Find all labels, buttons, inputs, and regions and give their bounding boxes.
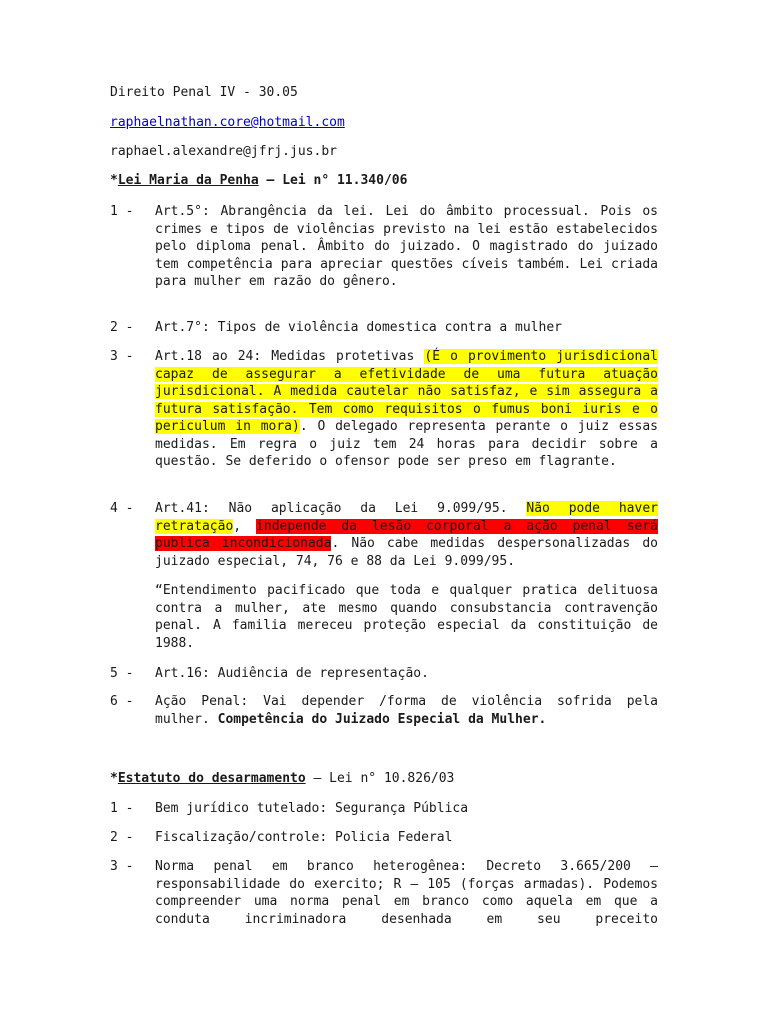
item-number: 1 - [110,204,134,219]
section-title: Lei Maria da Penha [117,173,259,188]
red-highlight: independe da lesão corporal a ação penal será publica incondicionada [155,518,658,551]
item-number: 2 - [110,320,134,335]
list-item-1 [110,203,658,291]
section-heading-estatuto: *Estatuto do desarmamento – Lei n° 10.826/03 [110,771,455,786]
email-link[interactable]: raphaelnathan.core@hotmail.com [110,115,345,130]
item-number: 5 - [110,666,134,681]
item-number: 3 - [110,349,134,364]
item-text: Bem jurídico tutelado: Segurança Pública [155,801,469,816]
document-title: Direito Penal IV - 30.05 [110,85,298,100]
item-text: Ação Penal: Vai depender /forma de violência sofrida pela mulher. Competência do Juizado Especial da Mulher. [155,694,658,727]
item-text: Fiscalização/controle: Policia Federal [155,830,453,845]
list-item-s2-1 [110,800,658,818]
email-plain: raphael.alexandre@jfrj.jus.br [110,144,337,159]
item-number: 1 - [110,801,134,816]
item-text: Art.16: Audiência de representação. [155,666,429,681]
list-item-5 [110,665,658,683]
email-link-row [110,114,345,132]
list-item-s2-2 [110,829,658,847]
list-item-4 [110,500,658,570]
list-item-2 [110,319,658,337]
bold-text: Competência do Juizado Especial da Mulher. [217,711,547,727]
list-item-3 [110,348,658,471]
item-number: 4 - [110,501,134,516]
quote-paragraph: “Entendimento pacificado que toda e qualquer pratica delituosa contra a mulher, ate mesmo quando consubstancia contravenção penal. A familia mereceu proteção especial da constituição de 1988. [155,583,658,651]
yellow-highlight: Não pode haver retratação [155,501,658,534]
item-text: Art.18 ao 24: Medidas protetivas (É o provimento jurisdicional capaz de assegurar a efetividade de uma futura atuação jurisdicional. A medida cautelar não satisfaz, e sim assegura a futura satisfação. Tem como requisitos o fumus boni iuris e o periculum in mora). O delegado representa perante o juiz essas medidas. Em regra o juiz tem 24 horas para decidir sobre a questão. Se deferido o ofensor pode ser preso em flagrante. [155,349,658,469]
item-number: 3 - [110,859,134,874]
list-item-6 [110,693,658,728]
section-heading-lei-maria-da-penha: *Lei Maria da Penha – Lei n° 11.340/06 [110,173,408,188]
item-text: Art.5°: Abrangência da lei. Lei do âmbito processual. Pois os crimes e tipos de violências previsto na lei estão estabelecidos pelo diploma penal. Âmbito do juizado. O magistrado do juizado tem competência para apreciar questões cíveis também. Lei criada para mulher em razão do gênero. [155,204,658,289]
item-text: Art.41: Não aplicação da Lei 9.099/95. Não pode haver retratação, independe da lesão corporal a ação penal será publica incondicionada. Não cabe medidas despersonalizadas do juizado especial, 74, 76 e 88 da Lei 9.099/95. [155,501,658,569]
yellow-highlight: (É o provimento jurisdicional capaz de assegurar a efetividade de uma futura atuação jurisdicional. A medida cautelar não satisfaz, e sim assegura a futura satisfação. Tem como requisitos o fumus boni iuris e o periculum in mora) [155,349,658,434]
item-text: Norma penal em branco heterogênea: Decreto 3.665/200 – responsabilidade do exercito; R – 105 (forças armadas). Podemos compreender uma norma penal em branco como aquela em que a conduta incriminadora desenhada em seu preceito [155,859,658,927]
item-text: Art.7°: Tipos de violência domestica contra a mulher [155,320,562,335]
item-number: 6 - [110,694,134,709]
section-title: Estatuto do desarmamento [117,771,306,786]
list-item-s2-3 [110,858,658,928]
item-number: 2 - [110,830,134,845]
